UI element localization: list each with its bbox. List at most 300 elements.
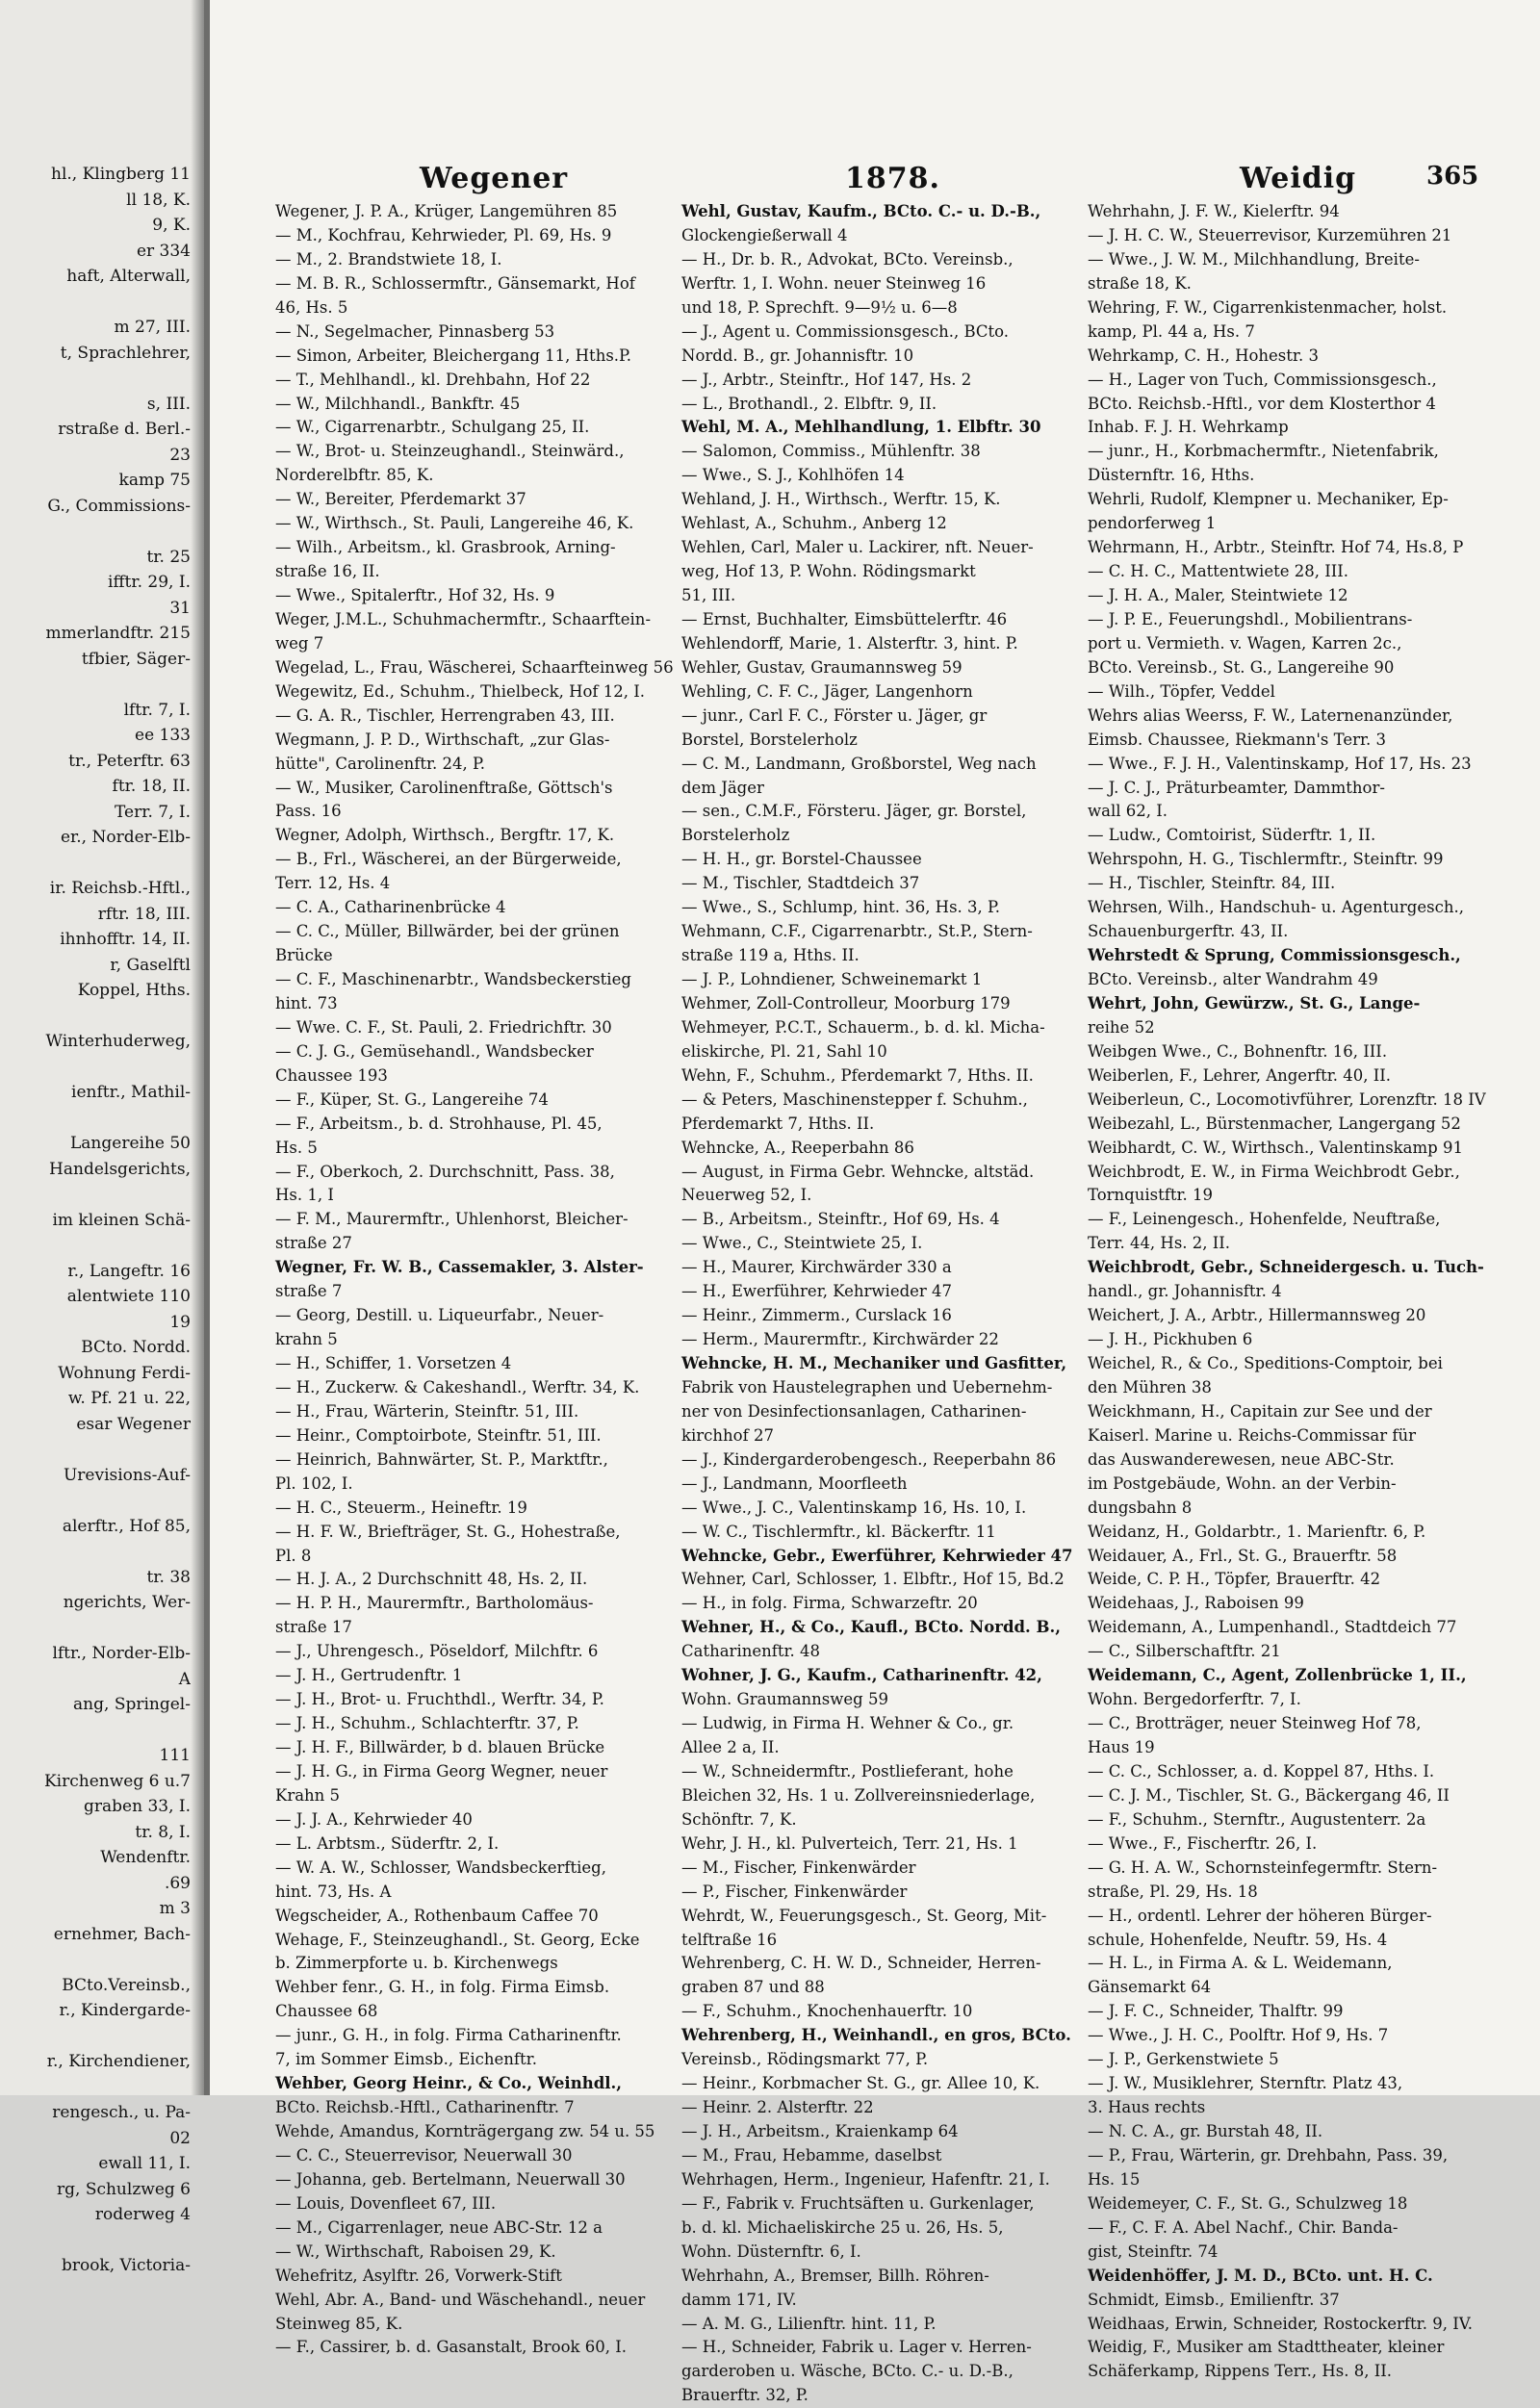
directory-entry-line: — W. C., Tischlermftr., kl. Bäckerftr. 11 (681, 1522, 996, 1541)
directory-entry-line: — H., Ewerführer, Kehrwieder 47 (681, 1282, 953, 1301)
directory-entry-line: telftraße 16 (681, 1930, 778, 1949)
directory-entry-line: Wehling, C. F. C., Jäger, Langenhorn (681, 681, 973, 701)
previous-page-line: tr. 25 (146, 547, 191, 567)
directory-entry-line: Wehl, M. A., Mehlhandlung, 1. Elbftr. 30 (681, 418, 1041, 437)
directory-entry-line: Weichbrodt, E. W., in Firma Weichbrodt Gebr., (1088, 1162, 1460, 1181)
directory-entry-line: — Wilh., Arbeitsm., kl. Grasbrook, Arning- (275, 538, 616, 557)
previous-page-line: ernehmer, Bach- (53, 1924, 191, 1944)
previous-page-line: Handelsgerichts, (49, 1159, 191, 1179)
directory-entry-line: krahn 5 (275, 1330, 338, 1349)
previous-page-line: 19 (169, 1312, 191, 1332)
directory-entry-line: — H., ordentl. Lehrer der höheren Bürger- (1088, 1906, 1432, 1925)
directory-entry-line: Wehlast, A., Schuhm., Anberg 12 (681, 514, 947, 533)
directory-entry-line: — Herm., Maurermftr., Kirchwärder 22 (681, 1330, 999, 1349)
directory-entry-line: Weichbrodt, Gebr., Schneidergesch. u. Tuch- (1088, 1258, 1484, 1277)
directory-entry-line: — H., in folg. Firma, Schwarzeftr. 20 (681, 1594, 978, 1613)
directory-entry-line: — J. H. C. W., Steuerrevisor, Kurzemühren 21 (1088, 225, 1452, 244)
previous-page-line: r., Kirchendiener, (46, 2052, 191, 2071)
directory-entry-line: Hs. 5 (275, 1138, 318, 1157)
directory-entry-line: — H. C., Steuerm., Heineftr. 19 (275, 1498, 527, 1517)
directory-entry-line: — C. F., Maschinenarbtr., Wandsbeckerstieg (275, 970, 631, 988)
directory-entry-line: — W., Wirthschaft, Raboisen 29, K. (275, 2241, 556, 2261)
previous-page-line: im kleinen Schä- (52, 1210, 191, 1230)
directory-entry-line: — Wilh., Töpfer, Veddel (1088, 681, 1275, 701)
directory-entry-line: Weiberlen, F., Lehrer, Angerftr. 40, II. (1088, 1065, 1392, 1085)
directory-entry-line: — C., Silberschaftftr. 21 (1088, 1642, 1281, 1661)
directory-entry-line: Wegewitz, Ed., Schuhm., Thielbeck, Hof 12, I. (275, 681, 645, 701)
directory-entry-line: 7, im Sommer Eimsb., Eichenftr. (275, 2050, 537, 2069)
directory-entry-line: — & Peters, Maschinenstepper f. Schuhm., (681, 1089, 1028, 1109)
directory-entry-line: Neuerweg 52, I. (681, 1186, 812, 1205)
directory-entry-line: — C. M., Landmann, Großborstel, Weg nach (681, 754, 1037, 773)
previous-page-line (0, 1233, 191, 1259)
directory-entry-line: Weidehaas, J., Raboisen 99 (1088, 1594, 1304, 1613)
directory-column-3 (1088, 200, 1486, 2384)
directory-entry-line: — F., Schuhm., Sternftr., Augustenterr. 2a (1088, 1809, 1426, 1829)
directory-entry-line: Wohn. Düsternftr. 6, I. (681, 2241, 861, 2261)
directory-entry-line: Werftr. 1, I. Wohn. neuer Steinweg 16 (681, 273, 987, 293)
directory-entry-line: — M., Tischler, Stadtdeich 37 (681, 874, 920, 893)
directory-entry-line: — junr., G. H., in folg. Firma Catharinenftr. (275, 2026, 622, 2045)
directory-entry-line: Wegner, Adolph, Wirthsch., Bergftr. 17, K. (275, 826, 615, 845)
directory-entry-line: — F., Arbeitsm., b. d. Strohhause, Pl. 45, (275, 1114, 603, 1133)
directory-entry-line: — J. P., Gerkenstwiete 5 (1088, 2050, 1279, 2069)
directory-entry-line: schule, Hohenfelde, Neuftr. 59, Hs. 4 (1088, 1930, 1388, 1949)
directory-entry-line: Wehmann, C.F., Cigarrenarbtr., St.P., Stern- (681, 922, 1033, 941)
book-gutter-shadow (191, 0, 204, 2095)
directory-entry-line: kamp, Pl. 44 a, Hs. 7 (1088, 321, 1255, 341)
directory-entry-line: — junr., Carl F. C., Förster u. Jäger, gr (681, 705, 988, 725)
directory-entry-line: straße 27 (275, 1234, 352, 1253)
directory-entry-line: den Mühren 38 (1088, 1377, 1212, 1396)
directory-entry-line: Haus 19 (1088, 1738, 1155, 1756)
previous-page-line: alentwiete 110 (66, 1287, 191, 1306)
directory-entry-line: dungsbahn 8 (1088, 1498, 1193, 1517)
directory-entry-line: Fabrik von Haustelegraphen und Uebernehm- (681, 1377, 1053, 1396)
previous-page-line: ngerichts, Wer- (63, 1593, 191, 1612)
directory-entry-line: 51, III. (681, 586, 736, 604)
directory-entry-line: — H., Zuckerw. & Cakeshandl., Werftr. 34, K. (275, 1377, 640, 1396)
previous-page-line: brook, Victoria- (61, 2256, 191, 2275)
previous-page-line: w. Pf. 21 u. 22, (67, 1389, 191, 1408)
directory-entry-line: Steinweg 85, K. (275, 2314, 403, 2333)
header-last-entry: Weidig (1240, 162, 1357, 195)
directory-entry-line: — Salomon, Commiss., Mühlenftr. 38 (681, 442, 981, 461)
directory-entry-line: Schäferkamp, Rippens Terr., Hs. 8, II. (1088, 2362, 1393, 2381)
directory-entry-line: Wehage, F., Steinzeughandl., St. Georg, Ecke (275, 1930, 640, 1949)
previous-page-line (0, 2075, 191, 2101)
directory-entry-line: — M., Cigarrenlager, neue ABC-Str. 12 a (275, 2217, 603, 2237)
directory-entry-line: — H., Lager von Tuch, Commissionsgesch., (1088, 370, 1437, 389)
directory-entry-line: Weidemann, A., Lumpenhandl., Stadtdeich 77 (1088, 1618, 1457, 1637)
directory-entry-line: Wehring, F. W., Cigarrenkistenmacher, holst. (1088, 297, 1448, 317)
directory-entry-line: — F., Fabrik v. Fruchtsäften u. Gurkenlager, (681, 2193, 1035, 2213)
directory-entry-line: — F., Küper, St. G., Langereihe 74 (275, 1089, 549, 1109)
directory-entry-line: — J., Landmann, Moorfleeth (681, 1473, 908, 1493)
directory-entry-line: Norderelbftr. 85, K. (275, 466, 434, 485)
previous-page-line: Winterhuderweg, (45, 1032, 191, 1051)
directory-entry-line: — Ernst, Buchhalter, Eimsbüttelerftr. 46 (681, 609, 1008, 628)
directory-entry-line: dem Jäger (681, 778, 764, 797)
directory-entry-line: Weickhmann, H., Capitain zur See und der (1088, 1401, 1432, 1421)
previous-page-line (0, 366, 191, 392)
previous-page-line (0, 1616, 191, 1642)
directory-entry-line: — J., Agent u. Commissionsgesch., BCto. (681, 321, 1010, 341)
previous-page-fragment (0, 0, 204, 2275)
directory-entry-line: — Heinrich, Bahnwärter, St. P., Marktftr., (275, 1449, 608, 1469)
directory-entry-line: — B., Arbeitsm., Steinftr., Hof 69, Hs. 4 (681, 1210, 1000, 1229)
previous-page-line: esar Wegener (76, 1414, 191, 1434)
directory-entry-line: — W., Musiker, Carolinenftraße, Göttsch's (275, 778, 613, 797)
directory-entry-line: — Wwe., S. J., Kohlhöfen 14 (681, 466, 905, 485)
previous-page-line (0, 1539, 191, 1565)
directory-entry-line: b. Zimmerpforte u. b. Kirchenwegs (275, 1954, 558, 1973)
directory-entry-line: — W. A. W., Schlosser, Wandsbeckerftieg, (275, 1857, 606, 1877)
directory-entry-line: Wegmann, J. P. D., Wirthschaft, „zur Glas- (275, 730, 610, 749)
previous-page-line (0, 1182, 191, 1208)
directory-entry-line: Krahn 5 (275, 1785, 341, 1805)
directory-entry-line: — C. H. C., Mattentwiete 28, III. (1088, 562, 1349, 581)
header-first-entry: Wegener (420, 162, 569, 195)
directory-entry-line: straße, Pl. 29, Hs. 18 (1088, 1882, 1258, 1901)
previous-page-line: rg, Schulzweg 6 (57, 2179, 191, 2199)
directory-entry-line: reihe 52 (1088, 1017, 1155, 1037)
previous-page-line: graben 33, I. (84, 1797, 191, 1816)
directory-entry-line: — N., Segelmacher, Pinnasberg 53 (275, 321, 555, 341)
directory-column-1 (275, 200, 674, 2360)
directory-entry-line: — C. J. G., Gemüsehandl., Wandsbecker (275, 1041, 594, 1061)
directory-entry-line: — August, in Firma Gebr. Wehncke, altstäd. (681, 1162, 1035, 1181)
page-number: 365 (1426, 162, 1479, 191)
directory-entry-line: Wehrmann, H., Arbtr., Steinftr. Hof 74, Hs.8, P (1088, 538, 1464, 557)
directory-entry-line: Schönftr. 7, K. (681, 1809, 797, 1829)
directory-entry-line: Wehmeyer, P.C.T., Schauerm., b. d. kl. Micha- (681, 1017, 1045, 1037)
previous-page-line: mmerlandftr. 215 (45, 624, 191, 643)
directory-entry-line: Pass. 16 (275, 802, 342, 821)
directory-entry-line: Brauerftr. 32, P. (681, 2386, 808, 2405)
directory-entry-line: Pl. 102, I. (275, 1473, 353, 1493)
directory-entry-line: ner von Desinfectionsanlagen, Catharinen- (681, 1401, 1027, 1421)
directory-entry-line: — W., Bereiter, Pferdemarkt 37 (275, 490, 526, 509)
directory-entry-line: — J., Arbtr., Steinftr., Hof 147, Hs. 2 (681, 370, 972, 389)
directory-entry-line: das Auswanderewesen, neue ABC-Str. (1088, 1449, 1395, 1469)
directory-entry-line: — M., 2. Brandstwiete 18, I. (275, 249, 502, 269)
directory-entry-line: Wegener, J. P. A., Krüger, Langemühren 85 (275, 202, 618, 220)
directory-entry-line: — Heinr., Zimmerm., Curslack 16 (681, 1306, 952, 1325)
directory-entry-line: — J., Uhrengesch., Pöseldorf, Milchftr. 6 (275, 1642, 599, 1661)
previous-page-line: tr. 8, I. (135, 1822, 191, 1842)
previous-page-line: .69 (164, 1873, 191, 1893)
directory-entry-line: — sen., C.M.F., Försteru. Jäger, gr. Borstel, (681, 802, 1027, 821)
page-header (210, 162, 1540, 200)
directory-entry-line: Pferdemarkt 7, Hths. II. (681, 1114, 875, 1133)
directory-entry-line: — Georg, Destill. u. Liqueurfabr., Neuer- (275, 1306, 604, 1325)
previous-page-line: alerftr., Hof 85, (62, 1516, 191, 1536)
directory-entry-line: Pl. 8 (275, 1546, 312, 1565)
directory-entry-line: — Johanna, geb. Bertelmann, Neuerwall 30 (275, 2169, 626, 2189)
directory-page (210, 0, 1540, 2405)
directory-entry-line: 46, Hs. 5 (275, 297, 348, 317)
previous-page-line: G., Commissions- (47, 496, 191, 516)
previous-page-line: rstraße d. Berl.- (58, 420, 191, 439)
directory-entry-line: Weger, J.M.L., Schuhmachermftr., Schaarftein- (275, 609, 652, 628)
previous-page-line: A (178, 1669, 191, 1689)
previous-page-line: 111 (159, 1746, 191, 1765)
directory-entry-line: Chaussee 193 (275, 1065, 388, 1085)
directory-entry-line: — P., Frau, Wärterin, gr. Drehbahn, Pass. 39, (1088, 2145, 1449, 2165)
directory-entry-line: — M., Frau, Hebamme, daselbst (681, 2145, 942, 2165)
directory-entry-line: Wehl, Abr. A., Band- und Wäschehandl., neuer (275, 2290, 646, 2309)
directory-entry-line: Weibgen Wwe., C., Bohnenftr. 16, III. (1088, 1041, 1388, 1061)
directory-entry-line: Terr. 44, Hs. 2, II. (1088, 1234, 1231, 1253)
directory-entry-line: 3. Haus rechts (1088, 2098, 1206, 2117)
previous-page-line (0, 1437, 191, 1463)
previous-page-line: Kirchenweg 6 u.7 (43, 1771, 191, 1791)
previous-page-line: m 27, III. (114, 318, 191, 337)
directory-entry-line: — C. A., Catharinenbrücke 4 (275, 898, 506, 917)
directory-entry-line: Borstelerholz (681, 826, 790, 845)
previous-page-line: lftr. 7, I. (123, 700, 191, 720)
directory-entry-line: — J. H., Schuhm., Schlachterftr. 37, P. (275, 1714, 579, 1733)
directory-entry-line: — Wwe., S., Schlump, hint. 36, Hs. 3, P. (681, 898, 1001, 917)
directory-entry-line: Weidig, F., Musiker am Stadttheater, kleiner (1088, 2338, 1445, 2357)
directory-entry-line: Glockengießerwall 4 (681, 225, 848, 244)
directory-entry-line: — F., Leinengesch., Hohenfelde, Neuftraße, (1088, 1210, 1441, 1229)
previous-page-line: Terr. 7, I. (114, 802, 191, 822)
directory-entry-line: Wehlen, Carl, Maler u. Lackirer, nft. Neuer- (681, 538, 1034, 557)
directory-entry-line: Wegscheider, A., Rothenbaum Caffee 70 (275, 1906, 599, 1925)
previous-page-line (0, 1947, 191, 1973)
directory-entry-line: — Ludwig, in Firma H. Wehner & Co., gr. (681, 1714, 1014, 1733)
directory-entry-line: weg 7 (275, 633, 324, 653)
directory-entry-line: hint. 73, Hs. A (275, 1882, 392, 1901)
previous-page-line: r., Kindergarde- (59, 2001, 191, 2020)
directory-entry-line: — Wwe., F., Fischerftr. 26, I. (1088, 1833, 1318, 1853)
previous-page-line: Wohnung Ferdi- (58, 1363, 191, 1383)
previous-page-line: tfbier, Säger- (81, 649, 191, 669)
directory-entry-line: Wehde, Amandus, Kornträgergang zw. 54 u. 55 (275, 2122, 655, 2140)
directory-entry-line: Weichert, J. A., Arbtr., Hillermannsweg 20 (1088, 1306, 1426, 1325)
directory-entry-line: Tornquistftr. 19 (1088, 1186, 1214, 1205)
directory-entry-line: Wehn, F., Schuhm., Pferdemarkt 7, Hths. II. (681, 1065, 1034, 1085)
directory-entry-line: — C. C., Steuerrevisor, Neuerwall 30 (275, 2145, 573, 2165)
directory-entry-line: — F. M., Maurermftr., Uhlenhorst, Bleicher- (275, 1210, 629, 1229)
directory-entry-line: Wehrenberg, H., Weinhandl., en gros, BCto. (681, 2026, 1071, 2045)
directory-entry-line: Allee 2 a, II. (681, 1738, 780, 1756)
directory-entry-line: Wegner, Fr. W. B., Cassemakler, 3. Alster- (275, 1258, 644, 1277)
previous-page-line: Wendenftr. (100, 1848, 191, 1867)
directory-entry-line: — M. B. R., Schlossermftr., Gänsemarkt, Hof (275, 273, 635, 293)
directory-entry-line: Wehrhagen, Herm., Ingenieur, Hafenftr. 21, I. (681, 2169, 1050, 2189)
directory-entry-line: pendorferweg 1 (1088, 514, 1217, 533)
directory-entry-line: — F., Schuhm., Knochenhauerftr. 10 (681, 2002, 973, 2021)
directory-entry-line: — H., Dr. b. R., Advokat, BCto. Vereinsb., (681, 249, 1014, 269)
directory-entry-line: Wehber fenr., G. H., in folg. Firma Eimsb. (275, 1978, 610, 1997)
directory-entry-line: Inhab. F. J. H. Wehrkamp (1088, 418, 1289, 437)
header-year: 1878. (845, 162, 940, 195)
directory-entry-line: Weidauer, A., Frl., St. G., Brauerftr. 58 (1088, 1546, 1398, 1565)
directory-entry-line: — H., Maurer, Kirchwärder 330 a (681, 1258, 952, 1277)
directory-entry-line: graben 87 und 88 (681, 1978, 825, 1997)
directory-entry-line: — G. A. R., Tischler, Herrengraben 43, III. (275, 705, 615, 725)
directory-entry-line: — C. C., Müller, Billwärder, bei der grünen (275, 922, 620, 941)
directory-entry-line: Brücke (275, 946, 333, 965)
previous-page-line (0, 672, 191, 698)
directory-entry-line: Wehber, Georg Heinr., & Co., Weinhdl., (275, 2074, 622, 2093)
directory-entry-line: — Heinr., Korbmacher St. G., gr. Allee 10, K. (681, 2074, 1040, 2093)
directory-entry-line: — junr., H., Korbmachermftr., Nietenfabrik, (1088, 442, 1439, 461)
directory-entry-line: damm 171, IV. (681, 2290, 797, 2309)
previous-page-line (0, 1718, 191, 1744)
directory-entry-line: — J. H., Pickhuben 6 (1088, 1330, 1253, 1349)
previous-page-line: m 3 (159, 1899, 191, 1918)
directory-entry-line: BCto. Reichsb.-Hftl., Catharinenftr. 7 (275, 2098, 575, 2117)
directory-entry-line: — P., Fischer, Finkenwärder (681, 1882, 908, 1901)
previous-page-line: ir. Reichsb.-Hftl., (49, 879, 191, 898)
directory-entry-line: eliskirche, Pl. 21, Sahl 10 (681, 1041, 887, 1061)
directory-entry-line: Wehrhahn, J. F. W., Kielerftr. 94 (1088, 202, 1340, 220)
previous-page-line: Langereihe 50 (70, 1134, 191, 1153)
directory-entry-line: — W., Milchhandl., Bankftr. 45 (275, 394, 521, 413)
directory-entry-line: Wehner, Carl, Schlosser, 1. Elbftr., Hof 15, Bd.2 (681, 1570, 1065, 1589)
directory-entry-line: Wehncke, A., Reeperbahn 86 (681, 1138, 914, 1157)
directory-entry-line: Wehrkamp, C. H., Hohestr. 3 (1088, 346, 1319, 365)
previous-page-line: ienftr., Mathil- (71, 1083, 191, 1102)
directory-entry-line: straße 16, II. (275, 562, 380, 581)
previous-page-line: BCto. Nordd. (81, 1338, 191, 1357)
directory-entry-line: — G. H. A. W., Schornsteinfegermftr. Stern- (1088, 1857, 1438, 1877)
directory-entry-line: — Wwe., J. C., Valentinskamp 16, Hs. 10, I. (681, 1498, 1027, 1517)
directory-entry-line: — F., C. F. A. Abel Nachf., Chir. Banda- (1088, 2217, 1399, 2237)
directory-entry-line: Wehncke, H. M., Mechaniker und Gasfitter, (681, 1354, 1067, 1372)
directory-entry-line: — H., Tischler, Steinftr. 84, III. (1088, 874, 1336, 893)
directory-entry-line: Weidhaas, Erwin, Schneider, Rostockerftr. 9, IV. (1088, 2314, 1474, 2333)
directory-entry-line: Wehler, Gustav, Graumannsweg 59 (681, 657, 962, 677)
previous-page-line: Koppel, Hths. (77, 981, 191, 1000)
directory-entry-line: — M., Fischer, Finkenwärder (681, 1857, 916, 1877)
previous-page-line: ftr. 18, II. (112, 777, 191, 796)
directory-entry-line: Weidenhöffer, J. M. D., BCto. unt. H. C. (1088, 2266, 1433, 2285)
directory-entry-line: — C., Brotträger, neuer Steinweg Hof 78, (1088, 1714, 1422, 1733)
directory-entry-line: — Simon, Arbeiter, Bleichergang 11, Hths.P. (275, 346, 632, 365)
directory-entry-line: Schauenburgerftr. 43, II. (1088, 922, 1289, 941)
previous-page-line (0, 1004, 191, 1030)
directory-entry-line: Weidanz, H., Goldarbtr., 1. Marienftr. 6, P. (1088, 1522, 1426, 1541)
previous-page-line: r, Gaselftl (110, 955, 191, 975)
previous-page-line: BCto.Vereinsb., (62, 1975, 191, 1995)
directory-entry-line: — Wwe., Spitalerftr., Hof 32, Hs. 9 (275, 586, 555, 604)
previous-page-line (0, 519, 191, 545)
previous-page-line: er., Norder-Elb- (60, 828, 191, 847)
previous-page-line: ihnhofftr. 14, II. (60, 930, 191, 949)
directory-entry-line: Kaiserl. Marine u. Reichs-Commissar für (1088, 1425, 1417, 1445)
directory-entry-line: — Ludw., Comtoirist, Süderftr. 1, II. (1088, 826, 1376, 845)
directory-entry-line: wall 62, I. (1088, 802, 1168, 821)
previous-page-lines (0, 162, 191, 2279)
directory-entry-line: Gänsemarkt 64 (1088, 1978, 1212, 1997)
previous-page-line: ifftr. 29, I. (108, 573, 191, 592)
directory-entry-line: im Postgebäude, Wohn. an der Verbin- (1088, 1473, 1397, 1493)
previous-page-line: tr., Peterftr. 63 (68, 751, 191, 771)
previous-page-line: 23 (169, 445, 191, 465)
directory-entry-line: Weiberleun, C., Locomotivführer, Lorenzftr. 18 IV (1088, 1089, 1486, 1109)
directory-entry-line: — Wwe. C. F., St. Pauli, 2. Friedrichftr. 30 (275, 1017, 612, 1037)
directory-entry-line: — H. H., gr. Borstel-Chaussee (681, 850, 922, 869)
directory-entry-line: Wehrenberg, C. H. W. D., Schneider, Herren- (681, 1954, 1041, 1973)
previous-page-line: er 334 (136, 241, 191, 261)
directory-entry-line: — H., Schiffer, 1. Vorsetzen 4 (275, 1354, 512, 1372)
previous-page-line (0, 290, 191, 316)
previous-page-line: ang, Springel- (73, 1695, 191, 1714)
directory-entry-line: — J. H. F., Billwärder, b d. blauen Brücke (275, 1738, 605, 1756)
previous-page-line (0, 2024, 191, 2050)
directory-entry-line: gist, Steinftr. 74 (1088, 2241, 1219, 2261)
directory-entry-line: — H., Schneider, Fabrik u. Lager v. Herren- (681, 2338, 1032, 2357)
directory-entry-line: — Wwe., J. W. M., Milchhandlung, Breite- (1088, 249, 1420, 269)
directory-entry-line: — J. H. A., Maler, Steintwiete 12 (1088, 586, 1348, 604)
directory-entry-line: Terr. 12, Hs. 4 (275, 874, 391, 893)
directory-entry-line: Hs. 15 (1088, 2169, 1141, 2189)
directory-entry-line: Schmidt, Eimsb., Emilienftr. 37 (1088, 2290, 1340, 2309)
directory-entry-line: — W., Wirthsch., St. Pauli, Langereihe 46, K. (275, 514, 634, 533)
directory-entry-line: Wehrli, Rudolf, Klempner u. Mechaniker, Ep- (1088, 490, 1449, 509)
directory-entry-line: Wohn. Graumannsweg 59 (681, 1690, 888, 1709)
previous-page-line (0, 1488, 191, 1514)
directory-entry-line: straße 18, K. (1088, 273, 1192, 293)
directory-entry-line: Wehrsen, Wilh., Handschuh- u. Agenturgesch., (1088, 898, 1464, 917)
directory-entry-line: Düsternftr. 16, Hths. (1088, 466, 1255, 485)
directory-entry-line: — J. C. J., Präturbeamter, Dammthor- (1088, 778, 1385, 797)
directory-entry-line: — J. W., Musiklehrer, Sternftr. Platz 43, (1088, 2074, 1403, 2093)
previous-page-line (0, 1106, 191, 1132)
directory-entry-line: Weibhardt, C. W., Wirthsch., Valentinskamp 91 (1088, 1138, 1463, 1157)
directory-entry-line: port u. Vermieth. v. Wagen, Karren 2c., (1088, 633, 1402, 653)
previous-page-line: tr. 38 (146, 1567, 191, 1587)
directory-entry-line: BCto. Vereinsb., St. G., Langereihe 90 (1088, 657, 1395, 677)
previous-page-line: hl., Klingberg 11 (51, 165, 191, 184)
directory-entry-line: Wehrdt, W., Feuerungsgesch., St. Georg, Mit- (681, 1906, 1047, 1925)
directory-entry-line: Weidemann, C., Agent, Zollenbrücke 1, II., (1088, 1666, 1467, 1685)
directory-entry-line: hütte", Carolinenftr. 24, P. (275, 754, 486, 773)
directory-entry-line: — W., Schneidermftr., Postlieferant, hohe (681, 1761, 1014, 1780)
directory-entry-line: Wehland, J. H., Wirthsch., Werftr. 15, K. (681, 490, 1001, 509)
directory-entry-line: kirchhof 27 (681, 1425, 774, 1445)
previous-page-line: haft, Alterwall, (66, 267, 191, 286)
directory-entry-line: Wehner, H., & Co., Kaufl., BCto. Nordd. B., (681, 1618, 1061, 1637)
directory-entry-line: Weichel, R., & Co., Speditions-Comptoir, bei (1088, 1354, 1443, 1372)
directory-entry-line: straße 17 (275, 1618, 352, 1637)
previous-page-line: 31 (169, 598, 191, 618)
directory-entry-line: Catharinenftr. 48 (681, 1642, 821, 1661)
directory-entry-line: BCto. Reichsb.-Hftl., vor dem Klosterthor 4 (1088, 394, 1436, 413)
directory-entry-line: — Heinr. 2. Alsterftr. 22 (681, 2098, 874, 2117)
previous-page-line: 02 (169, 2128, 191, 2148)
directory-entry-line: — B., Frl., Wäscherei, an der Bürgerweide, (275, 850, 622, 869)
directory-entry-line: Wehl, Gustav, Kaufm., BCto. C.- u. D.-B., (681, 202, 1041, 220)
directory-entry-line: — Wwe., C., Steintwiete 25, I. (681, 1234, 923, 1253)
directory-entry-line: — H., Frau, Wärterin, Steinftr. 51, III. (275, 1401, 579, 1421)
directory-entry-line: b. d. kl. Michaeliskirche 25 u. 26, Hs. 5, (681, 2217, 1004, 2237)
directory-entry-line: Wehefritz, Asylftr. 26, Vorwerk-Stift (275, 2266, 562, 2285)
directory-column-2 (681, 200, 1080, 2408)
directory-entry-line: straße 7 (275, 1282, 343, 1301)
previous-page-line: kamp 75 (118, 471, 191, 490)
directory-entry-line: — J., Kindergarderobengesch., Reeperbahn 86 (681, 1449, 1057, 1469)
directory-entry-line: Wehmer, Zoll-Controlleur, Moorburg 179 (681, 993, 1011, 1012)
directory-entry-line: — Wwe., J. H. C., Poolftr. Hof 9, Hs. 7 (1088, 2026, 1389, 2045)
previous-page-line (0, 1055, 191, 1081)
directory-entry-line: — C. C., Schlosser, a. d. Koppel 87, Hths. I. (1088, 1761, 1435, 1780)
